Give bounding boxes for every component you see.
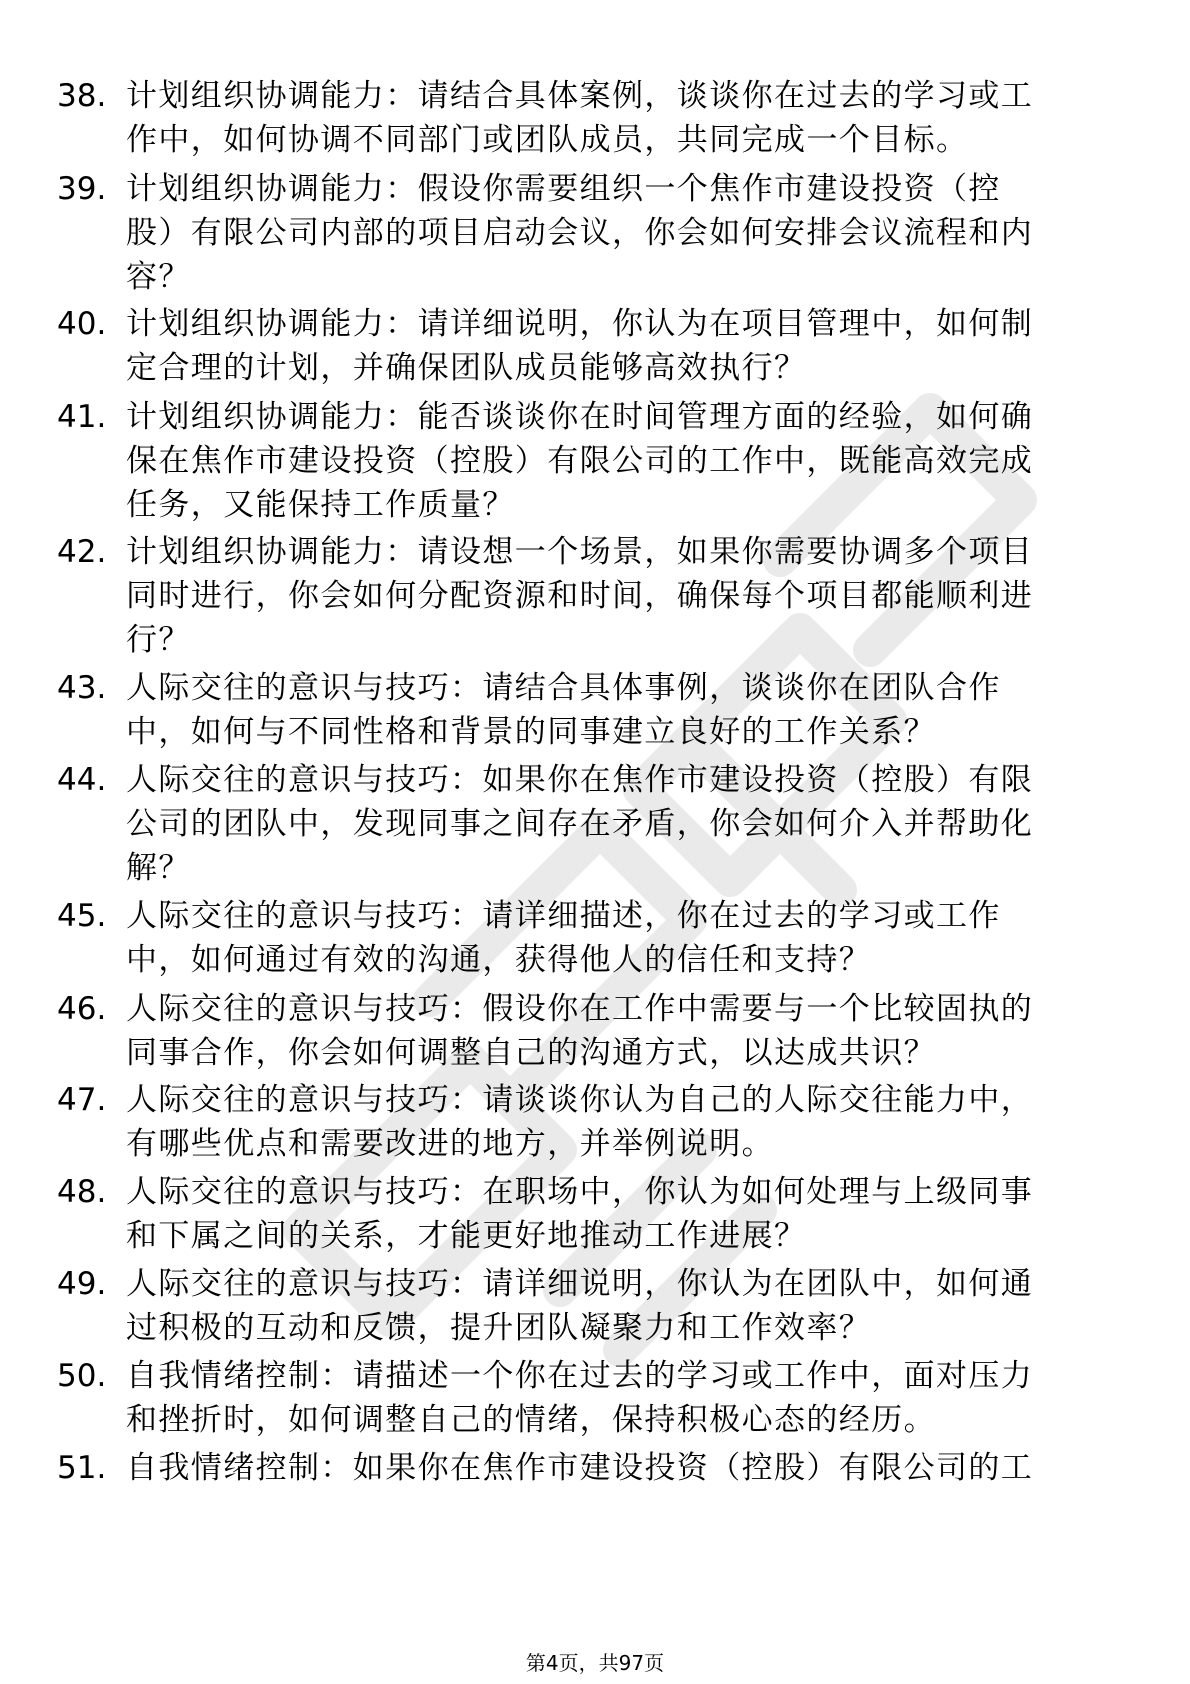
question-line: 作中，如何协调不同部门或团队成员，共同完成一个目标。 — [126, 122, 969, 158]
question-number: 40. — [57, 306, 107, 342]
question-number: 50. — [57, 1358, 107, 1394]
question-number: 41. — [57, 399, 107, 435]
question-text — [126, 758, 1126, 890]
question-line: 人际交往的意识与技巧：请结合具体事例，谈谈你在团队合作 — [126, 670, 1001, 706]
question-number: 49. — [57, 1266, 107, 1302]
question-number: 45. — [57, 898, 107, 934]
question-line: 股）有限公司内部的项目启动会议，你会如何安排会议流程和内 — [126, 215, 1034, 251]
question-line: 人际交往的意识与技巧：请详细说明，你认为在团队中，如何通 — [126, 1266, 1034, 1302]
question-line: 自我情绪控制：请描述一个你在过去的学习或工作中，面对压力 — [126, 1358, 1034, 1394]
question-line: 人际交往的意识与技巧：假设你在工作中需要与一个比较固执的 — [126, 991, 1034, 1027]
question-text — [126, 1078, 1126, 1166]
question-line: 有哪些优点和需要改进的地方，并举例说明。 — [126, 1126, 774, 1162]
question-text — [126, 302, 1126, 390]
question-line: 计划组织协调能力：请详细说明，你认为在项目管理中，如何制 — [126, 306, 1034, 342]
question-line: 自我情绪控制：如果你在焦作市建设投资（控股）有限公司的工 — [126, 1450, 1034, 1486]
question-line: 公司的团队中，发现同事之间存在矛盾，你会如何介入并帮助化 — [126, 806, 1034, 842]
question-number: 48. — [57, 1174, 107, 1210]
question-text — [126, 987, 1126, 1075]
question-line: 过积极的互动和反馈，提升团队凝聚力和工作效率？ — [126, 1310, 872, 1346]
question-number: 47. — [57, 1082, 107, 1118]
question-text — [126, 1446, 1126, 1490]
question-line: 人际交往的意识与技巧：如果你在焦作市建设投资（控股）有限 — [126, 762, 1034, 798]
question-line: 计划组织协调能力：请设想一个场景，如果你需要协调多个项目 — [126, 534, 1034, 570]
question-number: 39. — [57, 171, 107, 207]
question-text — [126, 894, 1126, 982]
question-line: 人际交往的意识与技巧：在职场中，你认为如何处理与上级同事 — [126, 1174, 1034, 1210]
question-line: 定合理的计划，并确保团队成员能够高效执行？ — [126, 350, 807, 386]
question-text — [126, 1170, 1126, 1258]
question-line: 计划组织协调能力：假设你需要组织一个焦作市建设投资（控 — [126, 171, 1001, 207]
question-number: 43. — [57, 670, 107, 706]
question-text — [126, 74, 1126, 162]
question-line: 解？ — [126, 850, 191, 886]
question-number: 38. — [57, 78, 107, 114]
question-text — [126, 1354, 1126, 1442]
question-number: 44. — [57, 762, 107, 798]
question-line: 同时进行，你会如何分配资源和时间，确保每个项目都能顺利进 — [126, 578, 1034, 614]
question-line: 同事合作，你会如何调整自己的沟通方式，以达成共识？ — [126, 1035, 936, 1071]
question-text — [126, 530, 1126, 662]
question-line: 计划组织协调能力：能否谈谈你在时间管理方面的经验，如何确 — [126, 399, 1034, 435]
question-line: 任务，又能保持工作质量？ — [126, 487, 515, 523]
question-number: 51. — [57, 1450, 107, 1486]
question-line: 行？ — [126, 622, 191, 658]
question-line: 计划组织协调能力：请结合具体案例，谈谈你在过去的学习或工 — [126, 78, 1034, 114]
question-line: 和挫折时，如何调整自己的情绪，保持积极心态的经历。 — [126, 1402, 936, 1438]
question-line: 中，如何通过有效的沟通，获得他人的信任和支持？ — [126, 942, 872, 978]
question-text — [126, 666, 1126, 754]
question-line: 和下属之间的关系，才能更好地推动工作进展？ — [126, 1218, 807, 1254]
question-line: 保在焦作市建设投资（控股）有限公司的工作中，既能高效完成 — [126, 443, 1034, 479]
question-number: 46. — [57, 991, 107, 1027]
question-text — [126, 167, 1126, 299]
question-text — [126, 395, 1126, 527]
question-line: 中，如何与不同性格和背景的同事建立良好的工作关系？ — [126, 714, 936, 750]
question-line: 人际交往的意识与技巧：请详细描述，你在过去的学习或工作 — [126, 898, 1001, 934]
question-text — [126, 1262, 1126, 1350]
question-number: 42. — [57, 534, 107, 570]
page-footer: 第4页，共97页 — [525, 1651, 665, 1675]
question-line: 容？ — [126, 259, 191, 295]
question-line: 人际交往的意识与技巧：请谈谈你认为自己的人际交往能力中， — [126, 1082, 1034, 1118]
